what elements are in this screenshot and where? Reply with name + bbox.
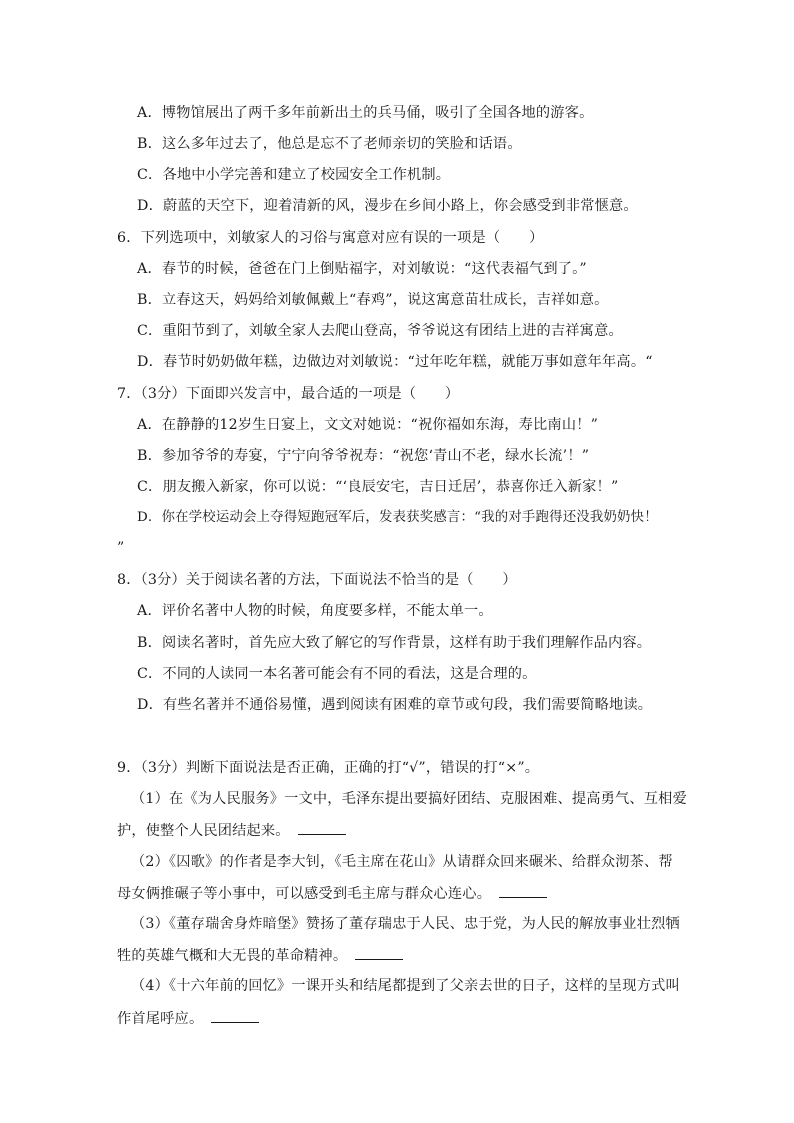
q5-option-c: C．各地中小学完善和建立了校园安全工作机制。	[137, 167, 451, 183]
q9-item-2-line1: （2）《囚歌》的作者是李大钊，《毛主席在花山》从请群众回来碾米、给群众沏茶、帮	[131, 854, 673, 870]
q9-item-2-text: 母女俩推碾子等小事中，可以感受到毛主席与群众心连心。	[117, 886, 492, 902]
q6-option-c: C．重阳节到了，刘敏全家人去爬山登高，爷爷说这有团结上进的吉祥寓意。	[137, 323, 623, 339]
answer-blank[interactable]	[298, 820, 346, 835]
q8-stem: 8．（3分）关于阅读名著的方法，下面说法不恰当的是（ ）	[117, 572, 517, 588]
q9-item-3-text: 牲的英雄气概和大无畏的革命精神。	[117, 948, 348, 964]
q9-item-1-line1: （1）在《为人民服务》一文中，毛泽东提出要搞好团结、克服困难、提高勇气、互相爱	[131, 791, 687, 807]
q9-item-1-line2	[117, 820, 346, 841]
answer-blank[interactable]	[355, 945, 403, 960]
q5-option-b: B．这么多年过去了，他总是忘不了老师亲切的笑脸和话语。	[137, 136, 522, 152]
q6-option-d: D．春节时奶奶做年糕，边做边对刘敏说：“过年吃年糕，就能万事如意年年高。“	[137, 354, 653, 370]
q7-option-c: C．朋友搬入新家，你可以说：“‘良辰安宅，吉日迁居’，恭喜你迁入新家！”	[137, 479, 619, 495]
q9-item-1-text: 护，使整个人民团结起来。	[117, 823, 290, 839]
q8-option-b: B．阅读名著时，首先应大致了解它的写作背景，这样有助于我们理解作品内容。	[137, 635, 652, 651]
q8-option-d: D．有些名著并不通俗易懂，遇到阅读有困难的章节或句段，我们需要简略地读。	[137, 697, 653, 713]
q7-option-d: D．你在学校运动会上夺得短跑冠军后，发表获奖感言：“我的对手跑得还没我奶奶快！	[137, 510, 658, 525]
q8-option-c: C．不同的人读同一本名著可能会有不同的看法，这是合理的。	[137, 666, 537, 682]
q7-option-a: A．在静静的12岁生日宴上，文文对她说：“祝你福如东海，寿比南山！”	[137, 417, 599, 433]
q9-item-4-text: 作首尾呼应。	[117, 1011, 204, 1027]
q6-option-b: B．立春这天，妈妈给刘敏佩戴上“春鸡”，说这寓意苗壮成长，吉祥如意。	[137, 292, 609, 308]
q9-item-2-line2	[117, 883, 547, 904]
q8-option-a: A．评价名著中人物的时候，角度要多样，不能太单一。	[137, 603, 493, 619]
q9-item-3-line1: （3）《董存瑞舍身炸暗堡》赞扬了董存瑞忠于人民、忠于党，为人民的解放事业壮烈牺	[131, 916, 680, 932]
q6-option-a: A．春节的时候，爸爸在门上倒贴福字，对刘敏说：“这代表福气到了。”	[137, 261, 587, 277]
q9-item-3-line2	[117, 945, 403, 966]
q9-stem: 9．（3分）判断下面说法是否正确，正确的打“√”，错误的打“×”。	[117, 760, 540, 776]
q7-stem: 7．（3分）下面即兴发言中，最合适的一项是（ ）	[117, 386, 460, 402]
q7-option-d-continuation: ”	[117, 540, 125, 556]
q6-stem: 6．下列选项中，刘敏家人的习俗与寓意对应有误的一项是（ ）	[117, 230, 544, 246]
q5-option-d: D．蔚蓝的天空下，迎着清新的风，漫步在乡间小路上，你会感受到非常惬意。	[137, 198, 638, 214]
answer-blank[interactable]	[211, 1008, 259, 1023]
q9-item-4-line1: （4）《十六年前的回忆》一课开头和结尾都提到了父亲去世的日子，这样的呈现方式叫	[131, 978, 680, 994]
q5-option-a: A．博物馆展出了两千多年前新出土的兵马俑，吸引了全国各地的游客。	[137, 105, 594, 121]
answer-blank[interactable]	[499, 883, 547, 898]
q7-option-b: B．参加爷爷的寿宴，宁宁向爷爷祝寿：“祝您‘青山不老，绿水长流’！”	[137, 448, 590, 464]
q9-item-4-line2	[117, 1008, 259, 1029]
